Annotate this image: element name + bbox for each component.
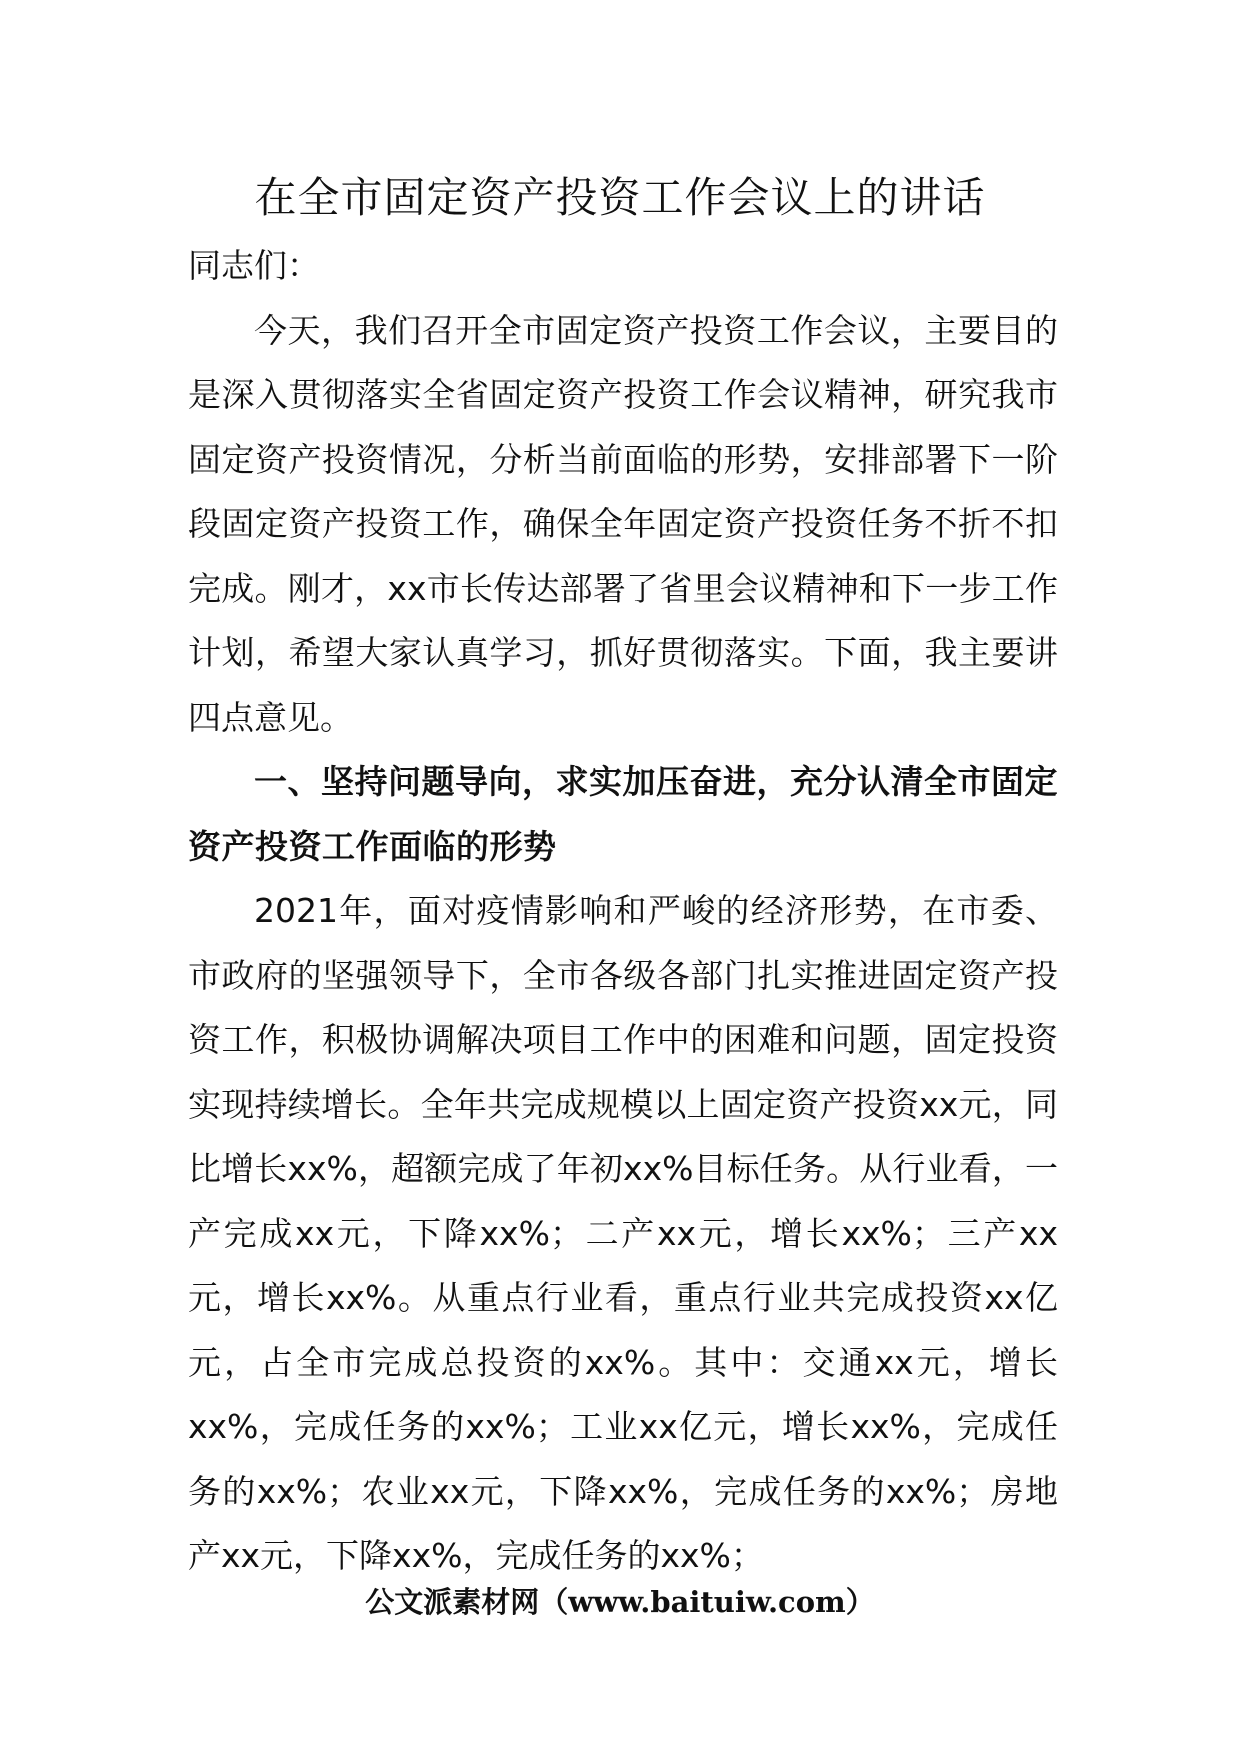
opening-paragraph: 今天，我们召开全市固定资产投资工作会议，主要目的是深入贯彻落实全省固定资产投资工作会议精神，研究我市固定资产投资情况，分析当前面临的形势，安排部署下一阶段固定资产投资工作，确保全年固定资产投资任务不折不扣完成。刚才，xx市长传达部署了省里会议精神和下一步工作计划，希望大家认真学习，抓好贯彻落实。下面，我主要讲四点意见。 xyxy=(188,310,1058,737)
document-body xyxy=(188,234,1058,1589)
section-heading-1: 一、坚持问题导向，求实加压奋进，充分认清全市固定资产投资工作面临的形势 xyxy=(188,762,1058,866)
footer-watermark: 公文派素材网（www.baituiw.com） xyxy=(365,1585,875,1619)
document-title: 在全市固定资产投资工作会议上的讲话 xyxy=(254,173,986,222)
section-1-paragraph: 2021年，面对疫情影响和严峻的经济形势，在市委、市政府的坚强领导下，全市各级各部门扎实推进固定资产投资工作，积极协调解决项目工作中的困难和问题，固定投资实现持续增长。全年共完成规模以上固定资产投资xx元，同比增长xx%，超额完成了年初xx%目标任务。从行业看，一产完成xx元，下降xx%；二产xx元，增长xx%；三产xx元，增长xx%。从重点行业看，重点行业共完成投资xx亿元，占全市完成总投资的xx%。其中：交通xx元，增长xx%，完成任务的xx%；工业xx亿元，增长xx%，完成任务的xx%；农业xx元，下降xx%，完成任务的xx%；房地产xx元，下降xx%，完成任务的xx%； xyxy=(188,891,1058,1575)
salutation: 同志们： xyxy=(188,246,320,285)
